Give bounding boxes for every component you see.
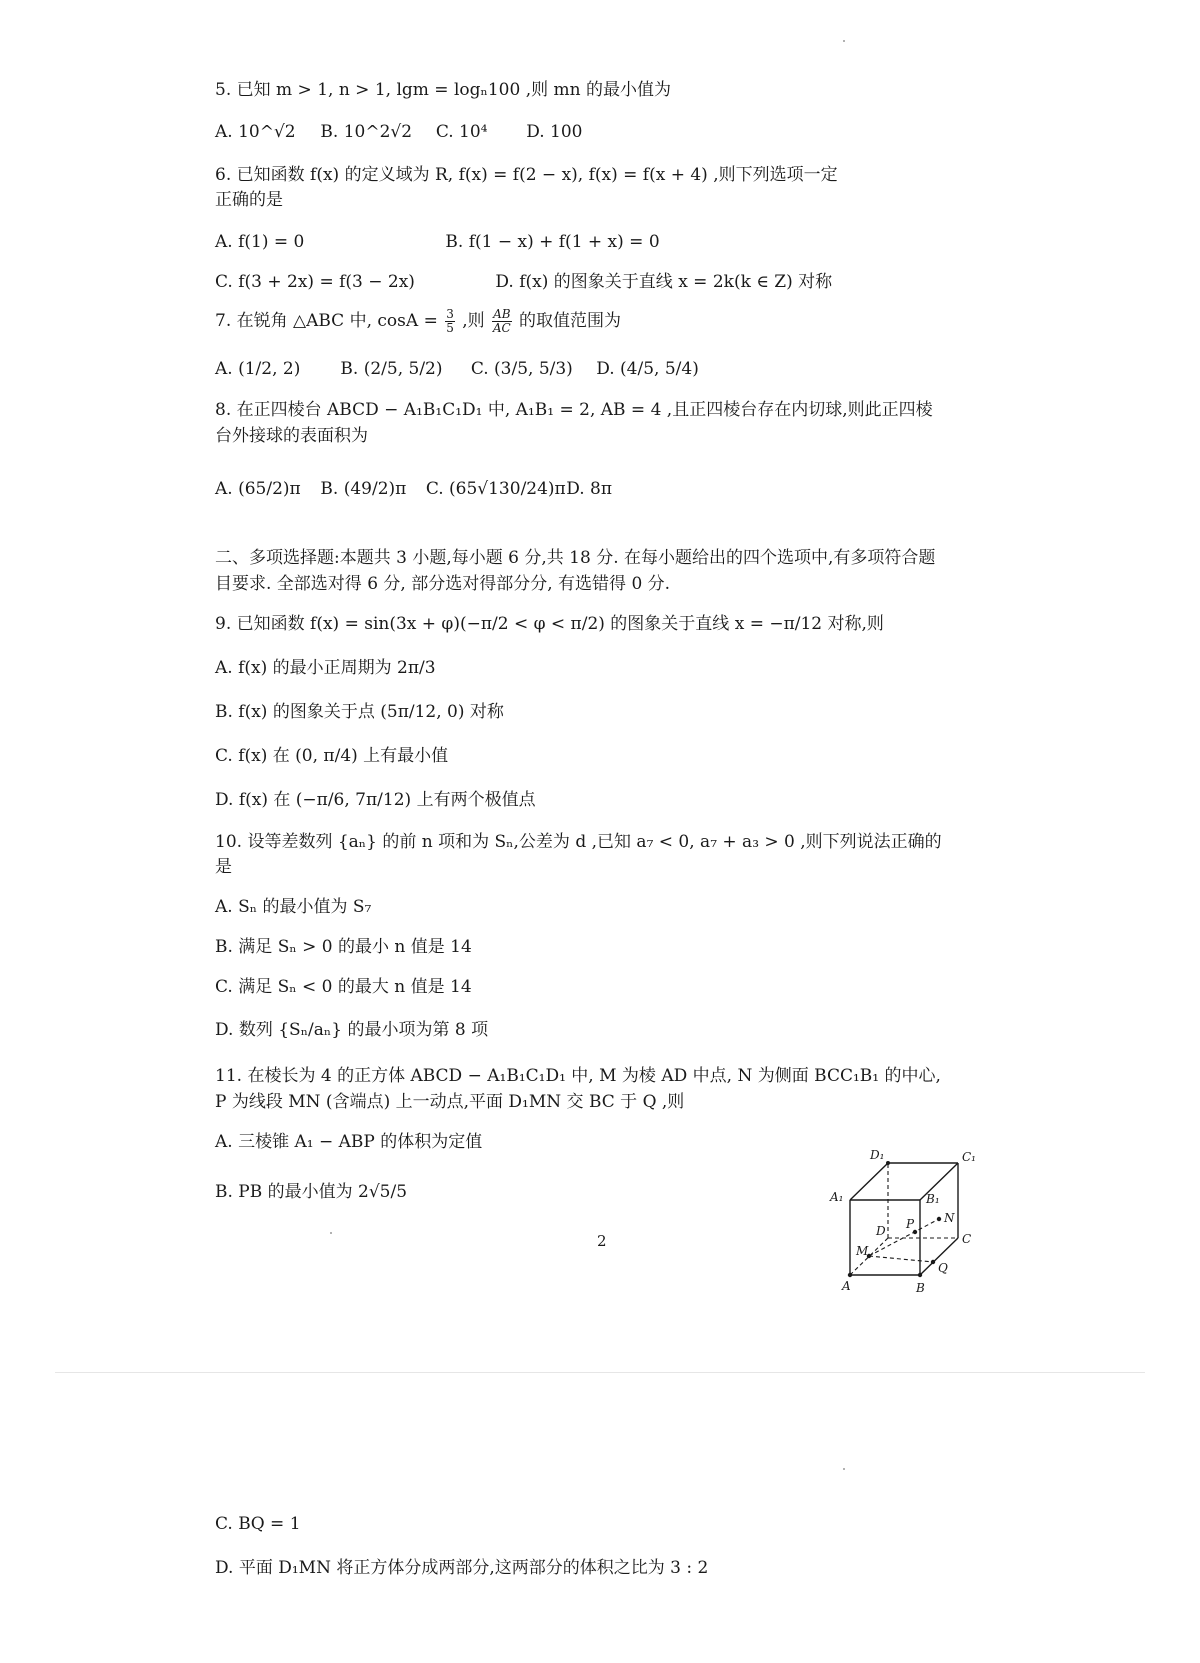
label-b1: B₁ — [926, 1192, 940, 1206]
point-n — [937, 1217, 941, 1221]
q6-option-b: B. f(1 − x) + f(1 + x) = 0 — [445, 232, 660, 252]
q8-stem-line-2: 台外接球的表面积为 — [215, 426, 368, 446]
q5-option-c: C. 10⁴ — [435, 122, 488, 142]
q7-option-b: B. (2/5, 5/2) — [340, 359, 443, 379]
point-a — [848, 1273, 852, 1277]
label-a1: A₁ — [830, 1190, 844, 1204]
q8-option-d: D. 8π — [566, 479, 613, 499]
q7-cos-num: 3 — [446, 307, 454, 321]
q11-option-c: C. BQ = 1 — [215, 1514, 301, 1534]
q8-option-b: B. (49/2)π — [320, 479, 407, 499]
q6-stem-line-2: 正确的是 — [215, 190, 283, 210]
q10-option-d: D. 数列 {Sₙ/aₙ} 的最小项为第 8 项 — [215, 1020, 489, 1040]
q5-options — [215, 118, 583, 146]
q5-option-a: A. 10^√2 — [215, 122, 296, 142]
label-c1: C₁ — [962, 1150, 976, 1164]
q11-stem-line-1: 11. 在棱长为 4 的正方体 ABCD − A₁B₁C₁D₁ 中, M 为棱 AD 中点, N 为侧面 BCC₁B₁ 的中心, — [215, 1066, 941, 1086]
label-p: P — [906, 1217, 915, 1231]
cube-figure — [820, 1145, 1010, 1305]
q6-option-c: C. f(3 + 2x) = f(3 − 2x) — [215, 272, 415, 292]
q5-option-b: B. 10^2√2 — [320, 122, 413, 142]
q11-option-b: B. PB 的最小值为 2√5/5 — [215, 1182, 408, 1202]
q9-stem: 9. 已知函数 f(x) = sin(3x + φ)(−π/2 < φ < π/2) 的图象关于直线 x = −π/12 对称,则 — [215, 614, 884, 634]
segment-m-q — [869, 1256, 933, 1262]
q7-option-d: D. (4/5, 5/4) — [596, 359, 699, 379]
label-a: A — [842, 1279, 851, 1293]
point-d1 — [886, 1161, 890, 1165]
q8-stem-line-1: 8. 在正四棱台 ABCD − A₁B₁C₁D₁ 中, A₁B₁ = 2, AB = 4 ,且正四棱台存在内切球,则此正四棱 — [215, 400, 933, 420]
q5-stem: 5. 已知 m > 1, n > 1, lgm = logₙ100 ,则 mn 的最小值为 — [215, 80, 671, 100]
q10-stem-line-2: 是 — [215, 857, 232, 877]
q11-stem-line-2: P 为线段 MN (含端点) 上一动点,平面 D₁MN 交 BC 于 Q ,则 — [215, 1092, 685, 1112]
q9-option-b: B. f(x) 的图象关于点 (5π/12, 0) 对称 — [215, 702, 504, 722]
q10-option-c: C. 满足 Sₙ < 0 的最大 n 值是 14 — [215, 977, 472, 997]
q7-ratio-num: AB — [493, 307, 511, 321]
scan-dot — [843, 1468, 845, 1470]
label-n: N — [944, 1211, 955, 1225]
q7-ratio-den: AC — [492, 321, 511, 335]
point-b — [918, 1273, 922, 1277]
q7-cos-den: 5 — [446, 321, 454, 335]
q11-option-d: D. 平面 D₁MN 将正方体分成两部分,这两部分的体积之比为 3 : 2 — [215, 1558, 709, 1578]
q9-option-c: C. f(x) 在 (0, π/4) 上有最小值 — [215, 746, 449, 766]
q6-option-a: A. f(1) = 0 — [215, 232, 305, 252]
q9-option-d: D. f(x) 在 (−π/6, 7π/12) 上有两个极值点 — [215, 790, 536, 810]
q10-option-a: A. Sₙ 的最小值为 S₇ — [215, 897, 372, 917]
q6-options-row-1 — [215, 228, 660, 256]
q7-option-a: A. (1/2, 2) — [215, 359, 301, 379]
label-b: B — [916, 1281, 925, 1295]
label-q: Q — [938, 1261, 948, 1275]
q6-stem-line-1: 6. 已知函数 f(x) 的定义域为 R, f(x) = f(2 − x), f(x) = f(x + 4) ,则下列选项一定 — [215, 165, 838, 185]
scan-dot — [843, 40, 845, 42]
label-m: M — [856, 1244, 869, 1258]
q10-option-b: B. 满足 Sₙ > 0 的最小 n 值是 14 — [215, 937, 472, 957]
q7-option-c: C. (3/5, 5/3) — [470, 359, 573, 379]
q10-stem-line-1: 10. 设等差数列 {aₙ} 的前 n 项和为 Sₙ,公差为 d ,已知 a₇ < 0, a₇ + a₃ > 0 ,则下列说法正确的 — [215, 832, 942, 852]
q8-options — [215, 475, 612, 503]
page-number: 2 — [597, 1232, 607, 1250]
q7-ratio-fraction — [492, 308, 511, 335]
q6-options-row-2 — [215, 268, 832, 296]
edge-a1-d1 — [850, 1163, 888, 1200]
point-q — [931, 1260, 935, 1264]
q8-option-c: C. (65√130/24)π — [425, 479, 566, 499]
label-d1: D₁ — [870, 1148, 885, 1162]
q7-stem-post: 的取值范围为 — [518, 311, 621, 331]
label-d: D — [876, 1224, 886, 1238]
q7-stem-pre: 7. 在锐角 △ABC 中, cosA = — [215, 311, 438, 331]
scan-dot — [330, 1232, 332, 1234]
q7-options — [215, 355, 699, 383]
section2-line-2: 目要求. 全部选对得 6 分, 部分选对得部分分, 有选错得 0 分. — [215, 574, 671, 594]
q11-option-a: A. 三棱锥 A₁ − ABP 的体积为定值 — [215, 1132, 483, 1152]
q6-option-d: D. f(x) 的图象关于直线 x = 2k(k ∈ Z) 对称 — [495, 272, 833, 292]
q7-stem — [215, 308, 621, 335]
q9-option-a: A. f(x) 的最小正周期为 2π/3 — [215, 658, 436, 678]
section2-line-1: 二、多项选择题:本题共 3 小题,每小题 6 分,共 18 分. 在每小题给出的四个选项中,有多项符合题 — [215, 548, 936, 568]
q7-cos-fraction — [445, 308, 455, 335]
page-divider — [55, 1372, 1145, 1373]
label-c: C — [962, 1232, 972, 1246]
q7-stem-mid: ,则 — [462, 311, 485, 331]
q5-option-d: D. 100 — [526, 122, 583, 142]
q8-option-a: A. (65/2)π — [215, 479, 301, 499]
